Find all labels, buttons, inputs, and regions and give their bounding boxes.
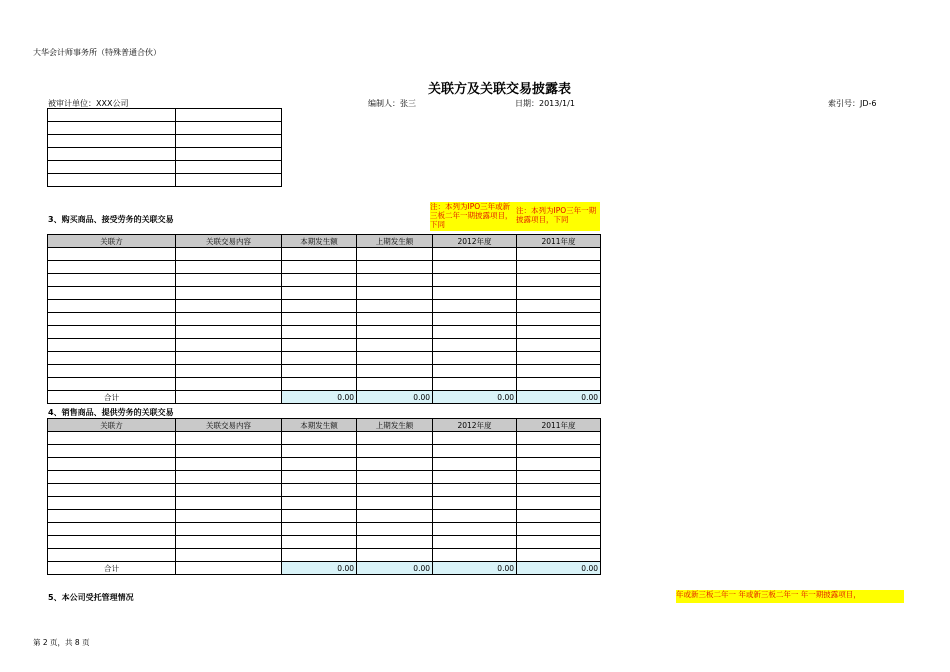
header-related-party: 关联方: [48, 235, 176, 248]
section-3-heading: 3、购买商品、接受劳务的关联交易: [48, 215, 174, 224]
total-prior: 0.00: [357, 391, 433, 404]
sales-transactions-table: [47, 418, 601, 575]
firm-name: 大华会计师事务所（特殊普通合伙）: [33, 48, 161, 57]
index-label: 索引号：JD-6: [828, 99, 877, 108]
total-row: [48, 562, 601, 575]
total-prior: 0.00: [357, 562, 433, 575]
header-related-party: 关联方: [48, 419, 176, 432]
total-label: 合计: [48, 562, 176, 575]
header-2011: 2011年度: [517, 235, 601, 248]
header-transaction-content: 关联交易内容: [176, 419, 282, 432]
header-2011: 2011年度: [517, 419, 601, 432]
header-transaction-content: 关联交易内容: [176, 235, 282, 248]
date-label: 日期：2013/1/1: [515, 99, 575, 108]
total-2011: 0.00: [517, 562, 601, 575]
auditee-label: 被审计单位：XXX公司: [48, 99, 129, 108]
total-2012: 0.00: [433, 562, 517, 575]
total-row: [48, 391, 601, 404]
note-ipo-three-year: 注：本列为IPO三年或新三板二年一期披露项目，下同: [430, 202, 516, 231]
total-2011: 0.00: [517, 391, 601, 404]
header-2012: 2012年度: [433, 235, 517, 248]
header-2012: 2012年度: [433, 419, 517, 432]
total-2012: 0.00: [433, 391, 517, 404]
total-label: 合计: [48, 391, 176, 404]
header-prior-amount: 上期发生额: [357, 419, 433, 432]
page-footer: 第 2 页，共 8 页: [33, 638, 90, 647]
preparer-label: 编制人：张三: [368, 99, 416, 108]
top-table: [47, 108, 282, 187]
note-truncated: 年或新三板二年一 年或新三板二年一 年一期披露项目，: [676, 590, 904, 603]
header-current-amount: 本期发生额: [282, 419, 357, 432]
page-title: 关联方及关联交易披露表: [428, 82, 572, 97]
purchase-transactions-table: [47, 234, 601, 404]
header-prior-amount: 上期发生额: [357, 235, 433, 248]
note-ipo-three-year-one-period: 注：本列为IPO三年一期披露项目，下同: [516, 202, 600, 231]
section-4-heading: 4、销售商品、提供劳务的关联交易: [48, 408, 174, 417]
section-5-heading: 5、本公司受托管理情况: [48, 593, 134, 602]
total-current: 0.00: [282, 391, 357, 404]
total-current: 0.00: [282, 562, 357, 575]
header-current-amount: 本期发生额: [282, 235, 357, 248]
